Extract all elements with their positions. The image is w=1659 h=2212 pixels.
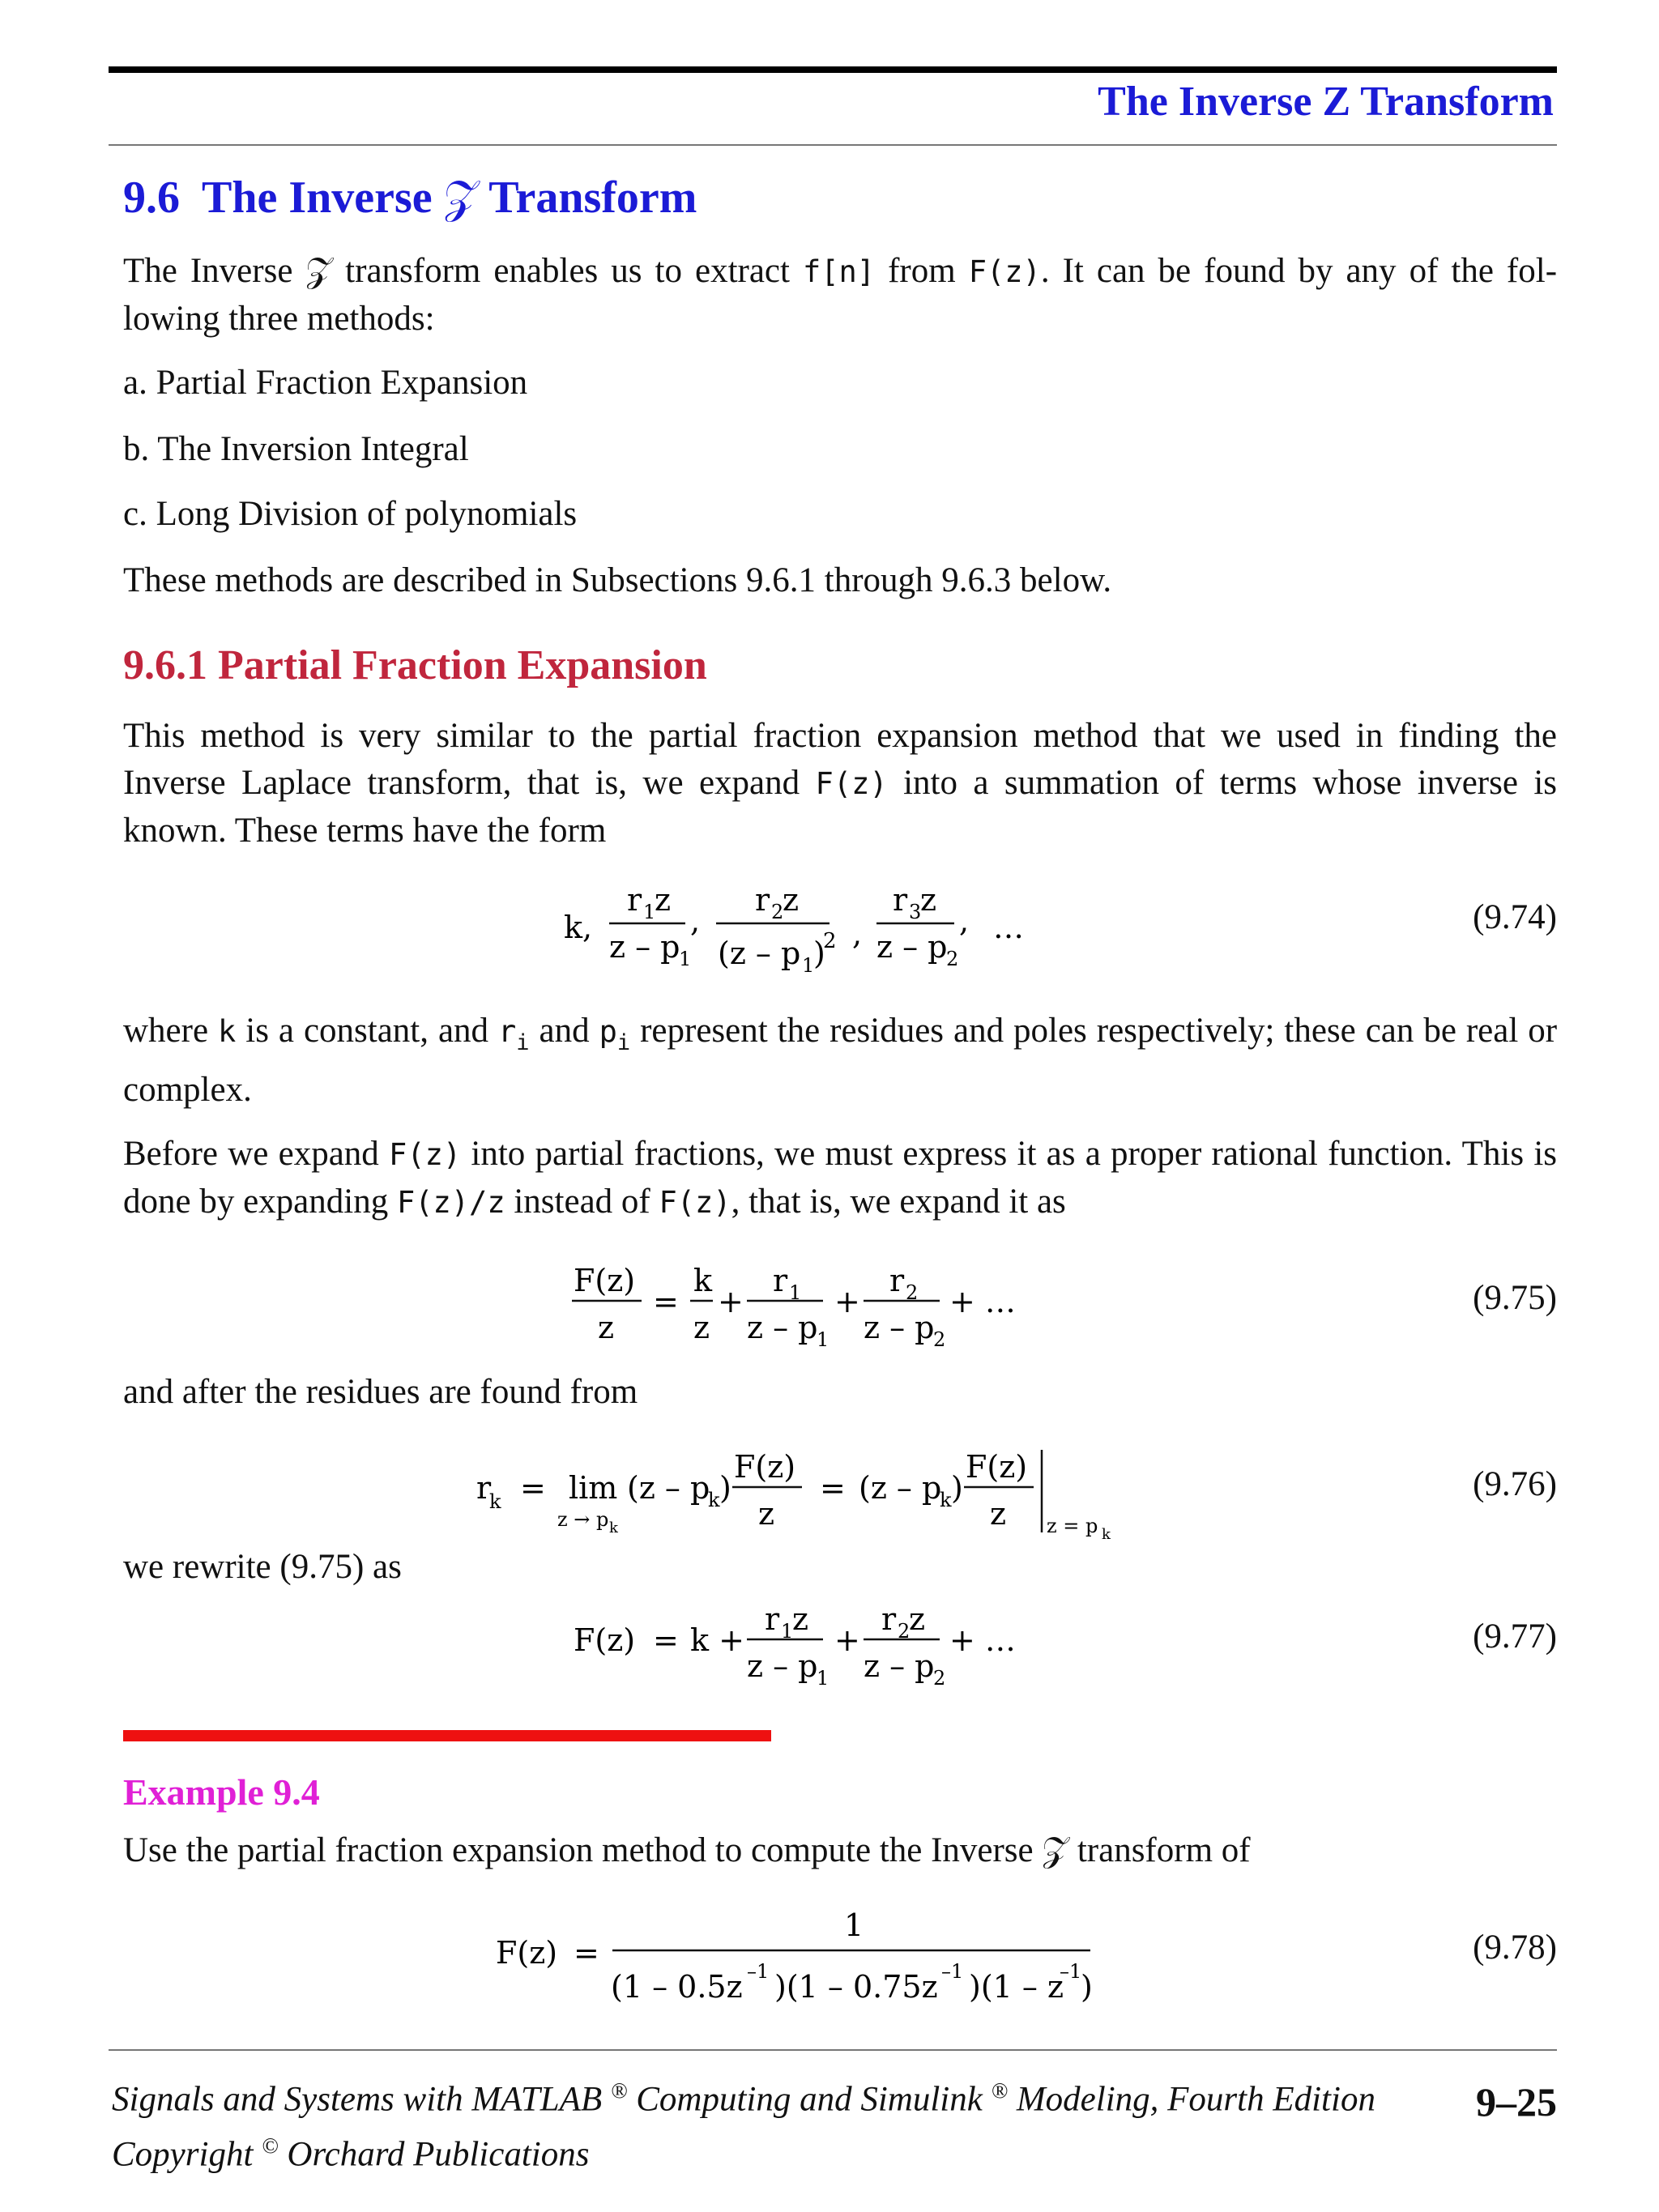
- svg-text:2: 2: [906, 1281, 919, 1304]
- equation-9-78-formula: [0, 1900, 1134, 2014]
- svg-text:z: z: [792, 1601, 809, 1637]
- svg-text:z: z: [920, 882, 937, 918]
- equation-9-75-number: (9.75): [1473, 1279, 1557, 1317]
- svg-text:1: 1: [643, 901, 656, 923]
- svg-text:,: ,: [959, 903, 970, 939]
- equation-9-75-formula: [0, 1255, 1134, 1353]
- svg-text:2: 2: [898, 1620, 911, 1643]
- svg-text:(z – p: (z – p: [718, 936, 801, 971]
- svg-text:+: +: [834, 1622, 860, 1658]
- svg-text:2: 2: [946, 948, 959, 970]
- svg-text:=: =: [653, 1622, 679, 1658]
- svg-text:z – p: z – p: [876, 929, 948, 965]
- svg-text:,: ,: [852, 916, 863, 952]
- svg-text:…: …: [993, 910, 1024, 945]
- svg-text:F(z): F(z): [966, 1449, 1028, 1485]
- svg-text:=: =: [820, 1470, 846, 1506]
- paragraph-3: Before we expand F(z) into partial fractions, we must express it as a proper rational function. This is done by expanding F(z)/z instead of F(z), that is, we expand it as: [123, 1135, 1557, 1221]
- svg-text:F(z): F(z): [496, 1935, 558, 1971]
- svg-text:)(1 – z: )(1 – z: [969, 1969, 1064, 2005]
- example-label: Example 9.4: [123, 1771, 320, 1813]
- svg-text:–1: –1: [1060, 1960, 1082, 1983]
- equation-9-74-number: (9.74): [1473, 898, 1557, 936]
- svg-text:+ …: + …: [949, 1284, 1016, 1319]
- svg-text:+ …: + …: [949, 1622, 1016, 1658]
- svg-text:): ): [1081, 1969, 1093, 2005]
- svg-text:1: 1: [789, 1281, 802, 1304]
- footer-rule: [109, 2049, 1557, 2051]
- svg-text:1: 1: [844, 1907, 864, 1943]
- svg-text:r: r: [773, 1263, 788, 1298]
- svg-text:z – p: z – p: [609, 929, 680, 965]
- svg-text:z → p: z → p: [557, 1508, 609, 1531]
- svg-text:r: r: [893, 882, 908, 918]
- svg-text:r: r: [755, 882, 770, 918]
- svg-text:z = p: z = p: [1047, 1515, 1098, 1537]
- svg-text:F(z): F(z): [574, 1622, 636, 1658]
- svg-text:(z – p: (z – p: [627, 1470, 710, 1506]
- equation-9-78: [0, 1900, 1659, 2014]
- footer-book-title: Signals and Systems with MATLAB ® Computing and Simulink ® Modeling, Fourth Edition: [112, 2078, 1375, 2119]
- paragraph-1: This method is very similar to the partial fraction expansion method that we used in finding the Inverse Laplace transform, that is, we expand F(z) into a summation of terms whose inverse is known. These terms have the form: [123, 717, 1558, 850]
- svg-text:1: 1: [817, 1667, 830, 1690]
- svg-text:): ): [813, 936, 825, 971]
- svg-text:z: z: [783, 882, 800, 918]
- svg-text:3: 3: [909, 901, 922, 923]
- running-title: The Inverse Z Transform: [1098, 79, 1554, 125]
- svg-text:–1: –1: [747, 1960, 770, 1983]
- svg-text:r: r: [765, 1601, 780, 1637]
- svg-text:z: z: [655, 882, 672, 918]
- equation-9-76: [0, 1442, 1659, 1547]
- svg-text:1: 1: [679, 948, 692, 970]
- paragraph-2: where k is a constant, and $r_i$ and $p_i$ represent the residues and poles respectively; these can be real or complex.: [123, 1012, 1558, 1109]
- header-thin-rule: [109, 144, 1557, 146]
- svg-text:k,: k,: [564, 910, 593, 945]
- svg-text:1: 1: [802, 954, 815, 977]
- svg-text:k: k: [940, 1489, 952, 1511]
- svg-text:lim: lim: [569, 1470, 618, 1506]
- svg-text:r: r: [476, 1470, 492, 1506]
- svg-text:2: 2: [933, 1667, 946, 1690]
- svg-text:): ): [719, 1470, 731, 1506]
- svg-text:k: k: [708, 1489, 720, 1511]
- svg-text:k +: k +: [690, 1622, 744, 1658]
- section-heading: 9.6 The Inverse 𝒵 Transform: [123, 173, 697, 223]
- svg-text:–1: –1: [941, 1960, 964, 1983]
- svg-text:1: 1: [817, 1328, 830, 1351]
- svg-text:k: k: [693, 1263, 713, 1298]
- svg-text:2: 2: [771, 901, 784, 923]
- svg-text:2: 2: [933, 1328, 946, 1351]
- paragraph-5: we rewrite (9.75) as: [123, 1548, 402, 1586]
- svg-text:z: z: [909, 1601, 926, 1637]
- method-a: a. Partial Fraction Expansion: [123, 364, 528, 402]
- svg-text:2: 2: [823, 929, 837, 953]
- svg-text:k: k: [609, 1519, 618, 1536]
- paragraph-4: and after the residues are found from: [123, 1373, 638, 1411]
- example-text: Use the partial fraction expansion method to compute the Inverse 𝒵 transform of: [123, 1831, 1251, 1869]
- svg-text:=: =: [653, 1284, 679, 1319]
- svg-text:)(1 – 0.75z: )(1 – 0.75z: [774, 1969, 938, 2005]
- svg-text:F(z): F(z): [574, 1263, 636, 1298]
- page-number: 9–25: [1476, 2079, 1557, 2125]
- method-b: b. The Inversion Integral: [123, 430, 469, 468]
- svg-text:z: z: [693, 1310, 710, 1345]
- svg-text:z: z: [990, 1496, 1007, 1532]
- header-rule: [109, 66, 1557, 73]
- equation-9-77-number: (9.77): [1473, 1617, 1557, 1656]
- equation-9-74-formula: [0, 875, 1134, 980]
- svg-text:z – p: z – p: [747, 1310, 818, 1345]
- svg-text:+: +: [834, 1284, 860, 1319]
- svg-text:z – p: z – p: [864, 1648, 935, 1684]
- equation-9-75: [0, 1255, 1659, 1353]
- svg-text:k: k: [489, 1490, 501, 1513]
- footer-copyright: Copyright © Orchard Publications: [112, 2133, 590, 2174]
- svg-text:(1 – 0.5z: (1 – 0.5z: [611, 1969, 743, 2005]
- svg-text:=: =: [520, 1470, 546, 1506]
- intro-paragraph: The Inverse 𝒵 transform enables us to extract f[n] from F(z). It can be found by any of the fol-lowing three methods:: [123, 252, 1558, 338]
- svg-text:z: z: [758, 1496, 775, 1532]
- methods-note: These methods are described in Subsections 9.6.1 through 9.6.3 below.: [123, 561, 1112, 599]
- svg-text:F(z): F(z): [734, 1449, 796, 1485]
- svg-text:k: k: [1102, 1526, 1111, 1543]
- svg-text:r: r: [881, 1601, 897, 1637]
- equation-9-76-formula: [0, 1442, 1134, 1547]
- svg-text:,: ,: [690, 903, 701, 939]
- example-divider: [123, 1730, 771, 1741]
- svg-text:(z – p: (z – p: [859, 1470, 942, 1506]
- equation-9-76-number: (9.76): [1473, 1465, 1557, 1503]
- svg-text:r: r: [889, 1263, 905, 1298]
- equation-9-78-number: (9.78): [1473, 1929, 1557, 1967]
- svg-text:=: =: [574, 1935, 599, 1971]
- svg-text:z: z: [598, 1310, 615, 1345]
- equation-9-77-formula: [0, 1594, 1134, 1691]
- svg-text:z – p: z – p: [747, 1648, 818, 1684]
- svg-text:): ): [951, 1470, 963, 1506]
- svg-text:z – p: z – p: [864, 1310, 935, 1345]
- subsection-heading: 9.6.1 Partial Fraction Expansion: [123, 642, 707, 688]
- equation-9-74: [0, 875, 1659, 980]
- svg-text:r: r: [627, 882, 642, 918]
- svg-text:+: +: [718, 1284, 744, 1319]
- equation-9-77: [0, 1594, 1659, 1691]
- method-c: c. Long Division of polynomials: [123, 495, 578, 533]
- svg-text:1: 1: [781, 1620, 794, 1643]
